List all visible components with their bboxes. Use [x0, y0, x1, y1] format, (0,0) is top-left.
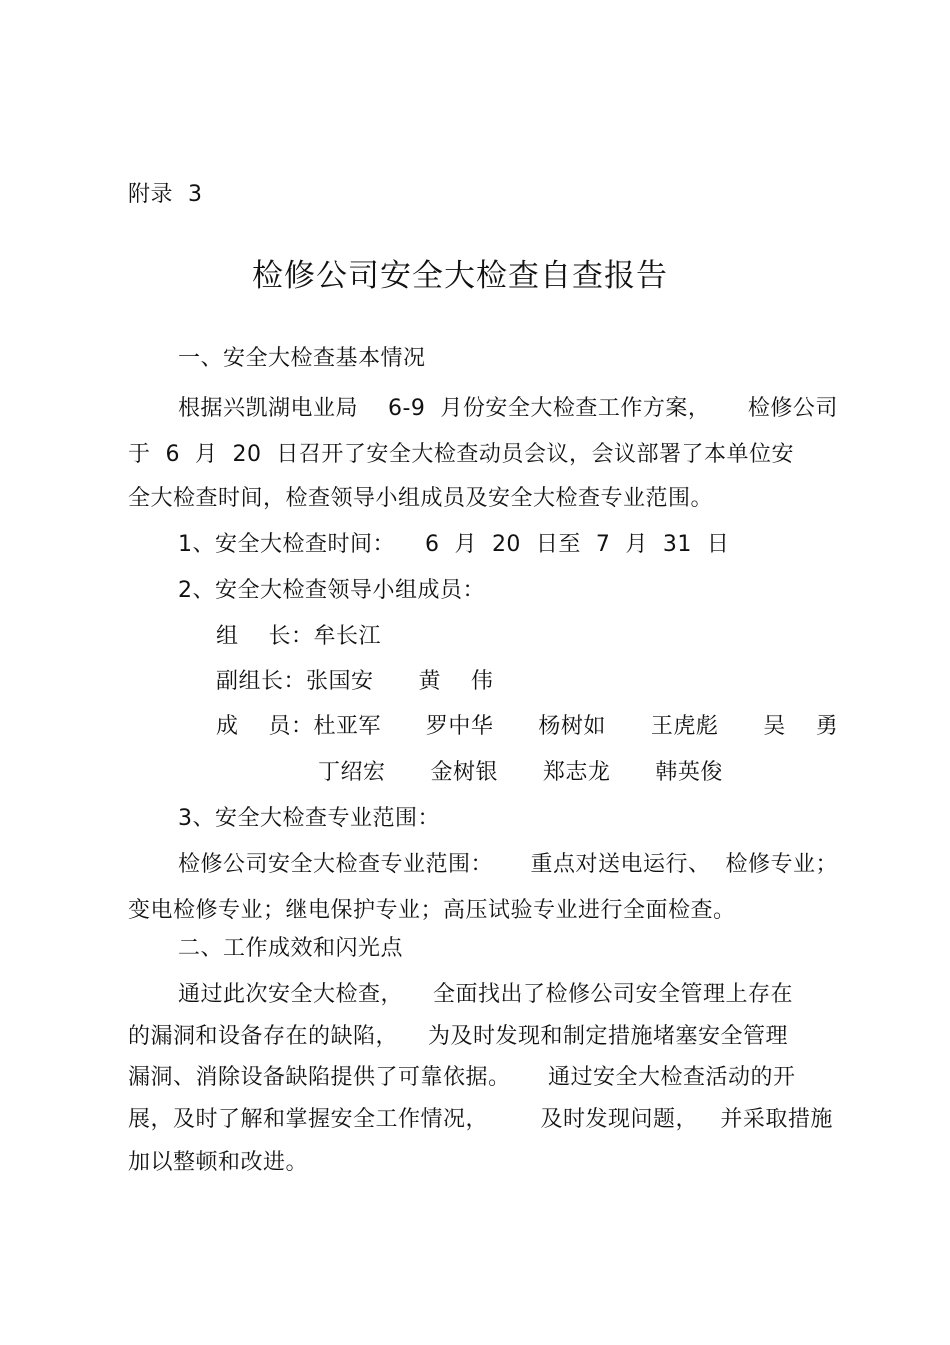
- section2-body-line: 漏洞、消除设备缺陷提供了可靠依据。 通过安全大检查活动的开: [128, 1065, 796, 1090]
- deputy-leaders: 副组长：张国安 黄 伟: [216, 669, 494, 694]
- section2-body-line: 加以整顿和改进。: [128, 1150, 309, 1175]
- section2-body-line: 展，及时了解和掌握安全工作情况， 及时发现问题， 并采取措施: [128, 1107, 833, 1132]
- scope-text-line: 检修公司安全大检查专业范围： 重点对送电运行、 检修专业；: [178, 852, 838, 877]
- section1-intro-line: 全大检查时间，检查领导小组成员及安全大检查专业范围。: [128, 486, 714, 511]
- section2-body-line: 的漏洞和设备存在的缺陷， 为及时发现和制定措施堵塞安全管理: [128, 1024, 788, 1049]
- appendix-label: 附录 3: [128, 182, 203, 207]
- section2-heading: 二、工作成效和闪光点: [178, 936, 404, 961]
- section2-body-line: 通过此次安全大检查， 全面找出了检修公司安全管理上存在: [178, 982, 793, 1007]
- scope-item: 3、安全大检查专业范围：: [178, 806, 440, 831]
- inspection-time-item: 1、安全大检查时间： 6 月 20 日至 7 月 31 日: [178, 532, 730, 557]
- members-line: 成 员：杜亚军 罗中华 杨树如 王虎彪 吴 勇: [216, 714, 839, 739]
- section1-intro-line: 根据兴凯湖电业局 6-9 月份安全大检查工作方案， 检修公司: [178, 396, 838, 421]
- section1-heading: 一、安全大检查基本情况: [178, 346, 426, 371]
- leadership-group-item: 2、安全大检查领导小组成员：: [178, 578, 485, 603]
- group-leader: 组 长：牟长江: [216, 624, 381, 649]
- section1-intro-line: 于 6 月 20 日召开了安全大检查动员会议，会议部署了本单位安: [128, 442, 794, 467]
- scope-text-line: 变电检修专业；继电保护专业；高压试验专业进行全面检查。: [128, 898, 736, 923]
- document-title: 检修公司安全大检查自查报告: [252, 258, 668, 294]
- members-line: 丁绍宏 金树银 郑志龙 韩英俊: [318, 760, 723, 785]
